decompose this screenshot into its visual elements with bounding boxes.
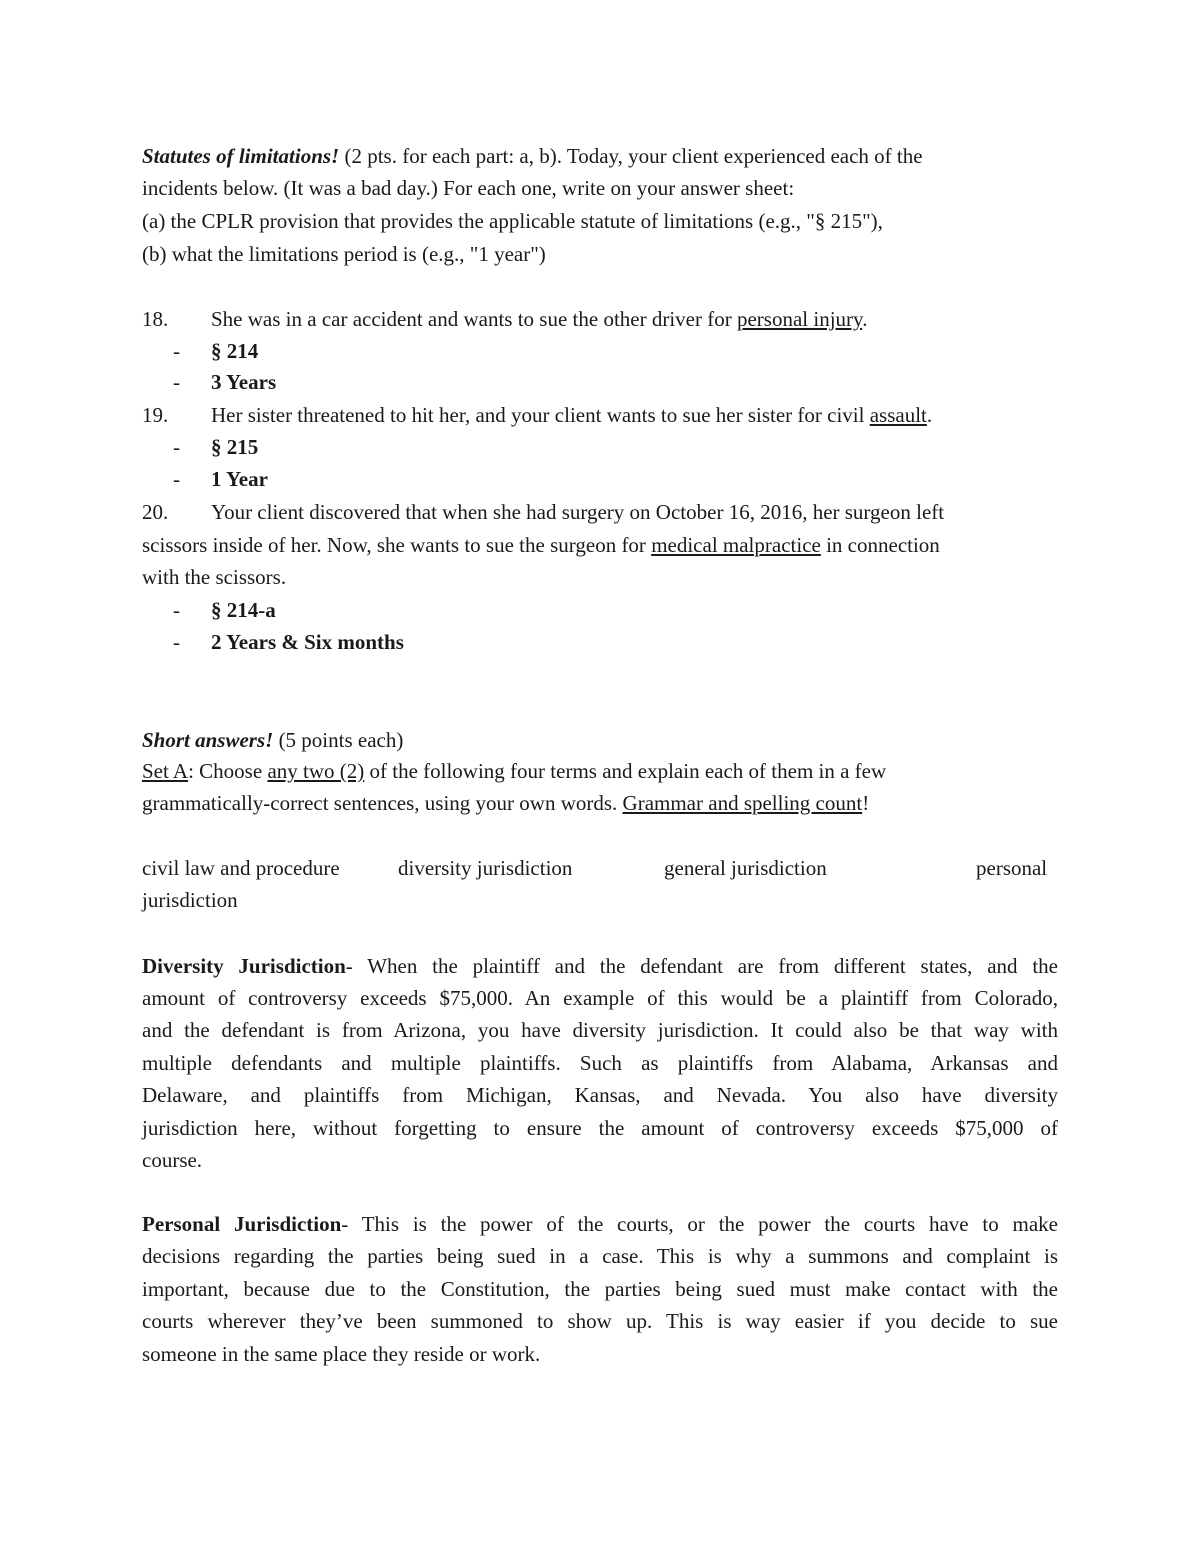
answer-period: 2 Years & Six months (211, 630, 404, 654)
term-diversity-jurisdiction: diversity jurisdiction (398, 856, 573, 880)
answer-period: 3 Years (211, 370, 277, 394)
term-personal: personal (976, 856, 1048, 880)
section-heading-short-answers: Short answers! (142, 728, 274, 752)
intro-line-3: (a) the CPLR provision that provides the applicable statute of limitations (e.g., "§ 215"), (142, 209, 883, 233)
set-a-line-2: grammatically-correct sentences, using your own words. Grammar and spelling count! (142, 791, 870, 815)
answer-section: § 214-a (211, 598, 276, 622)
term-civil-law: civil law and procedure (142, 856, 340, 880)
question-number: 19. (142, 403, 169, 427)
answer1-line-1: Diversity Jurisdiction- When the plaintiff and the defendant are from different states, and the (142, 954, 1058, 978)
question-text: Her sister threatened to hit her, and your client wants to sue her sister for civil assault. (211, 403, 933, 427)
answer1-line-3: and the defendant is from Arizona, you have diversity jurisdiction. It could also be that way with (142, 1018, 1058, 1042)
term-general-jurisdiction: general jurisdiction (664, 856, 827, 880)
bullet: - (173, 598, 180, 622)
question-number: 20. (142, 500, 169, 524)
bullet: - (173, 370, 180, 394)
answer2-line-2: decisions regarding the parties being sued in a case. This is why a summons and complaint is (142, 1244, 1058, 1268)
intro-line-4: (b) what the limitations period is (e.g., "1 year") (142, 242, 546, 266)
answer2-title: Personal Jurisdiction (142, 1212, 342, 1236)
bullet: - (173, 630, 180, 654)
answer-section: § 215 (211, 435, 259, 459)
bullet: - (173, 435, 180, 459)
term-jurisdiction: jurisdiction (142, 888, 238, 912)
answer1-line-5: Delaware, and plaintiffs from Michigan, Kansas, and Nevada. You also have diversity (142, 1083, 1058, 1107)
intro-line-1 (142, 142, 923, 170)
answer1-line-2: amount of controversy exceeds $75,000. An example of this would be a plaintiff from Colorado, (142, 986, 1058, 1010)
question-text-line-1: Your client discovered that when she had surgery on October 16, 2016, her surgeon left (211, 500, 945, 524)
answer2-line-5: someone in the same place they reside or work. (142, 1342, 541, 1366)
answer1-line-7: course. (142, 1148, 203, 1172)
answer1-line-6: jurisdiction here, without forgetting to ensure the amount of controversy exceeds $75,000 of (142, 1116, 1058, 1140)
short-answers-heading-line: Short answers! (5 points each) (142, 728, 404, 752)
bullet: - (173, 467, 180, 491)
question-text: She was in a car accident and wants to sue the other driver for personal injury. (211, 307, 868, 331)
answer1-title: Diversity Jurisdiction (142, 954, 346, 978)
answer2-line-3: important, because due to the Constitution, the parties being sued must make contact with the (142, 1277, 1058, 1301)
section-heading-statutes: Statutes of limitations! (142, 144, 340, 168)
answer1-line-4: multiple defendants and multiple plaintiffs. Such as plaintiffs from Alabama, Arkansas and (142, 1051, 1058, 1075)
intro-text: (2 pts. for each part: a, b). Today, your client experienced each of the (339, 144, 923, 168)
set-a-label: Set A (142, 759, 189, 783)
question-number: 18. (142, 307, 169, 331)
answer-period: 1 Year (211, 467, 268, 491)
answer2-line-4: courts wherever they’ve been summoned to show up. This is way easier if you decide to sue (142, 1309, 1058, 1333)
set-a-line-1: Set A: Choose any two (2) of the following four terms and explain each of them in a few (142, 759, 887, 783)
answer2-line-1: Personal Jurisdiction- This is the power of the courts, or the power the courts have to make (142, 1212, 1058, 1236)
intro-line-2: incidents below. (It was a bad day.) For each one, write on your answer sheet: (142, 176, 795, 200)
question-text-line-3: with the scissors. (142, 565, 287, 589)
question-text-line-2: scissors inside of her. Now, she wants to sue the surgeon for medical malpractice in connection (142, 533, 940, 557)
bullet: - (173, 339, 180, 363)
answer-section: § 214 (211, 339, 259, 363)
